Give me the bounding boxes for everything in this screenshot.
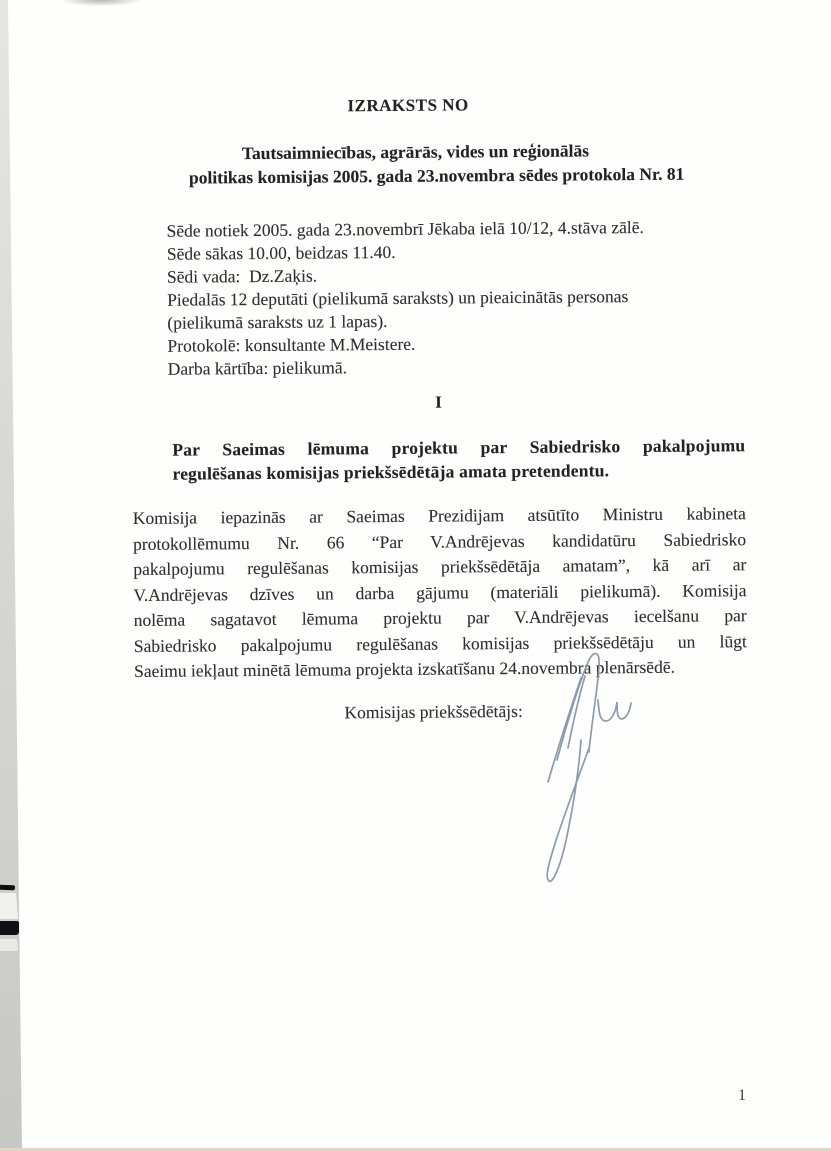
section-heading-line2: regulēšanas komisijas priekšsēdētāja amata pretendentu. [172,459,610,484]
signature-ink [510,648,640,888]
meta-line-agenda: Darba kārtība: pielikumā. [167,357,348,379]
body-line: V.Andrējevas dzīves un darba gājumu (materiāli pielikumā). Komisija [133,579,747,605]
section-heading-line1: Par Saeimas lēmuma projektu par Sabiedrisko pakalpojumu [172,435,746,460]
document-subtitle [130,137,743,190]
scan-smudge-top [62,0,140,6]
signature-label: Komisijas priekšsēdētājs: [344,700,523,722]
section-number: I [435,392,442,412]
body-paragraph [133,501,747,684]
meta-line-attendees: Piedalās 12 deputāti (pielikumā saraksts) un pieaicinātās personas [167,286,629,310]
body-line: nolēma sagatavot lēmuma projektu par V.Andrējevas iecelšanu par [133,605,747,630]
document-content [130,85,748,725]
document-title: IZRAKSTS NO [347,95,469,116]
meta-line-chairperson: Sēdi vada: Dz.Zaķis. [166,265,318,287]
body-line: protokollēmumu Nr. 66 “Par V.Andrējevas kandidatūru Sabiedrisko [132,528,747,554]
scan-artifact-thin-mark [0,885,15,891]
document-subtitle-line2: politikas komisijas 2005. gada 23.novembra sēdes protokola Nr. 81 [188,163,685,188]
body-line: pakalpojumu regulēšanas komisijas priekšsēdētāja amatam”, kā arī ar [133,554,747,579]
document-subtitle-line1: Tautsaimniecības, agrārās, vides un reģionālās [241,140,590,164]
section-heading [172,434,745,485]
page-number: 1 [738,1087,746,1104]
meta-line-session-place: Sēde notiek 2005. gada 23.novembrī Jēkaba ielā 10/12, 4.stāva zālē. [166,216,644,241]
meeting-meta-block [167,215,745,381]
meta-line-session-time: Sēde sākas 10.00, beidzas 11.40. [166,241,396,264]
body-line-last: Saeimu iekļaut minētā lēmuma projekta izskatīšanu 24.novembra plenārsēdē. [133,656,676,681]
paper-edge-light-band-2 [0,939,20,951]
body-line: Komisija iepazinās ar Saeimas Prezidijam atsūtīto Ministru kabineta [132,503,746,528]
body-line: Sabiedrisko pakalpojumu regulēšanas komisijas priekšsēdētāju un lūgt [133,630,747,656]
scan-artifact-thick-mark [0,921,19,935]
paper-edge-strip [0,0,24,1151]
meta-line-attendees-2: (pielikumā saraksts uz 1 lapas). [167,310,388,333]
meta-line-secretary: Protokolē: konsultante M.Meistere. [167,333,416,356]
